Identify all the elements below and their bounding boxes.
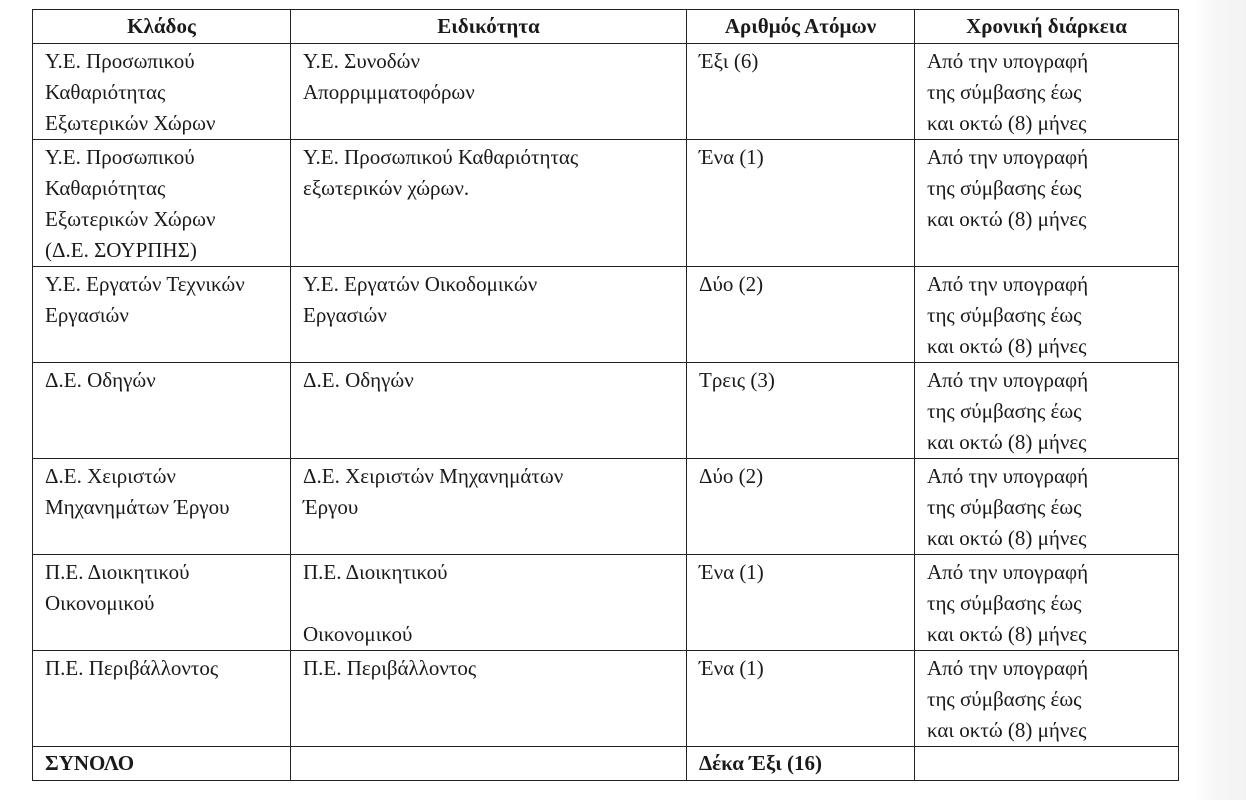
cell-branch [33,459,291,555]
table-row [33,363,1179,459]
cell-duration-line: και οκτώ (8) μήνες [927,430,1087,454]
cell-duration-line: και οκτώ (8) μήνες [927,526,1087,550]
cell-branch-line: Π.Ε. Περιβάλλοντος [45,656,219,680]
cell-count: Έξι (6) [687,44,915,140]
cell-specialty-line: Δ.Ε. Χειριστών Μηχανημάτων [303,464,564,488]
cell-duration [915,363,1179,459]
scan-edge [1194,0,1246,800]
cell-specialty [291,44,687,140]
header-specialty: Ειδικότητα [291,10,687,44]
cell-duration-line: της σύμβασης έως [927,303,1082,327]
cell-branch-line: Εξωτερικών Χώρων [45,111,216,135]
cell-branch-line: Οικονομικού [45,591,155,615]
table-row [33,459,1179,555]
cell-count: Ένα (1) [687,140,915,267]
table-row [33,651,1179,747]
cell-duration-line: και οκτώ (8) μήνες [927,622,1087,646]
cell-duration [915,44,1179,140]
cell-branch [33,140,291,267]
cell-specialty [291,363,687,459]
cell-duration [915,267,1179,363]
cell-duration-line: και οκτώ (8) μήνες [927,207,1087,231]
cell-branch-line: Υ.Ε. Προσωπικού [45,49,195,73]
cell-duration-line: της σύμβασης έως [927,687,1082,711]
cell-branch [33,267,291,363]
total-empty-specialty [291,747,687,781]
cell-duration-line: και οκτώ (8) μήνες [927,718,1087,742]
cell-branch-line: Εργασιών [45,303,129,327]
cell-duration-line: της σύμβασης έως [927,399,1082,423]
header-branch: Κλάδος [33,10,291,44]
cell-branch-line: Καθαριότητας [45,176,166,200]
cell-specialty-line: εξωτερικών χώρων. [303,176,470,200]
cell-duration-line: Από την υπογραφή [927,464,1089,488]
cell-branch-line: (Δ.Ε. ΣΟΥΡΠΗΣ) [45,238,197,262]
cell-duration-line: Από την υπογραφή [927,272,1089,296]
cell-specialty-line: Υ.Ε. Εργατών Οικοδομικών [303,272,538,296]
cell-branch-line: Καθαριότητας [45,80,166,104]
cell-specialty-line: Εργασιών [303,303,387,327]
cell-specialty-line [303,588,676,619]
cell-specialty-line: Υ.Ε. Προσωπικού Καθαριότητας [303,145,579,169]
cell-branch-line: Δ.Ε. Οδηγών [45,368,156,392]
header-count: Αριθμός Ατόμων [687,10,915,44]
cell-count: Τρεις (3) [687,363,915,459]
cell-branch-line: Εξωτερικών Χώρων [45,207,216,231]
cell-duration-line: της σύμβασης έως [927,591,1082,615]
table-row [33,44,1179,140]
cell-duration-line: και οκτώ (8) μήνες [927,334,1087,358]
cell-duration-line: της σύμβασης έως [927,80,1082,104]
cell-specialty-line: Απορριμματοφόρων [303,80,475,104]
cell-duration [915,651,1179,747]
total-value: Δέκα Έξι (16) [687,747,915,781]
cell-specialty-line: Υ.Ε. Συνοδών [303,49,420,73]
table-row [33,555,1179,651]
cell-branch-line: Υ.Ε. Εργατών Τεχνικών [45,272,245,296]
cell-specialty-line: Π.Ε. Διοικητικού [303,560,448,584]
cell-duration [915,459,1179,555]
header-duration: Χρονική διάρκεια [915,10,1179,44]
cell-duration-line: και οκτώ (8) μήνες [927,111,1087,135]
cell-count: Δύο (2) [687,459,915,555]
cell-branch-line: Υ.Ε. Προσωπικού [45,145,195,169]
table-header-row [33,10,1179,44]
cell-duration [915,555,1179,651]
cell-duration-line: Από την υπογραφή [927,145,1089,169]
table-row [33,140,1179,267]
cell-duration-line: Από την υπογραφή [927,49,1089,73]
cell-specialty [291,555,687,651]
cell-duration-line: της σύμβασης έως [927,495,1082,519]
cell-specialty [291,651,687,747]
cell-specialty [291,267,687,363]
cell-duration-line: Από την υπογραφή [927,368,1089,392]
cell-duration-line: Από την υπογραφή [927,656,1089,680]
cell-specialty [291,459,687,555]
total-label: ΣΥΝΟΛΟ [33,747,291,781]
cell-branch [33,44,291,140]
table-row [33,267,1179,363]
cell-branch [33,651,291,747]
cell-duration-line: Από την υπογραφή [927,560,1089,584]
cell-specialty-line: Δ.Ε. Οδηγών [303,368,414,392]
cell-branch-line: Π.Ε. Διοικητικού [45,560,190,584]
cell-branch [33,555,291,651]
cell-duration-line: της σύμβασης έως [927,176,1082,200]
cell-branch-line: Μηχανημάτων Έργου [45,495,230,519]
total-row [33,747,1179,781]
cell-count: Ένα (1) [687,555,915,651]
cell-specialty-line: Οικονομικού [303,622,413,646]
staff-positions-table [32,9,1179,781]
table-body [33,44,1179,781]
cell-specialty-line: Έργου [303,495,359,519]
cell-specialty-line: Π.Ε. Περιβάλλοντος [303,656,477,680]
cell-count: Ένα (1) [687,651,915,747]
cell-branch-line: Δ.Ε. Χειριστών [45,464,176,488]
cell-specialty [291,140,687,267]
cell-count: Δύο (2) [687,267,915,363]
cell-duration [915,140,1179,267]
total-empty-duration [915,747,1179,781]
cell-branch [33,363,291,459]
